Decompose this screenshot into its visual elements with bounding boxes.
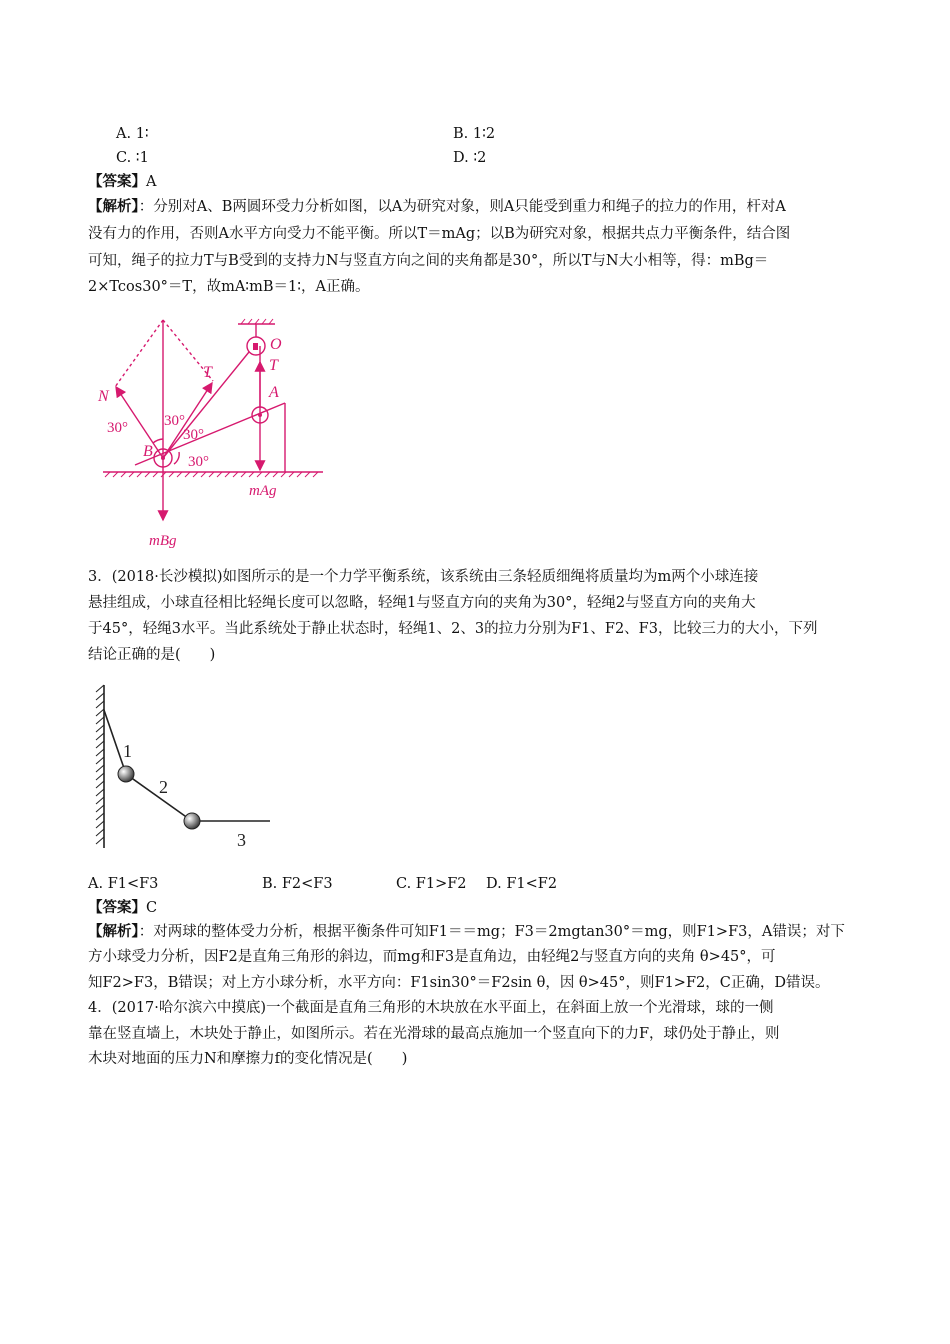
question-3-stem: 悬挂组成，小球直径相比轻绳长度可以忽略，轻绳1与竖直方向的夹角为30°，轻绳2与竖直方向的夹角大 [88, 595, 756, 611]
option-d: D. ∶2 [453, 150, 487, 166]
label-angle: 30° [183, 427, 204, 443]
answer-value: C [146, 900, 158, 916]
label-t1: T [203, 364, 212, 381]
label-n: N [98, 388, 109, 405]
analysis-line [88, 922, 845, 942]
option-d: D. F1<F2 [486, 876, 558, 892]
rope-system-diagram [92, 680, 282, 855]
label-b: B [143, 443, 153, 460]
force-diagram [95, 315, 335, 555]
analysis-text: 方小球受力分析，因F2是直角三角形的斜边，而mg和F3是直角边，由轻绳2与竖直方向的夹角 θ>45°，可 [88, 949, 776, 965]
analysis-text: 2×Tcos30°＝T，故mA∶mB＝1∶，A正确。 [88, 279, 370, 295]
question-3-stem: 结论正确的是( ) [88, 647, 216, 663]
label-mbg: mBg [149, 533, 177, 549]
analysis-label: 【解析】 [88, 198, 139, 215]
analysis-text: 没有力的作用，否则A水平方向受力不能平衡。所以T＝mAg；以B为研究对象，根据共点力平衡条件，结合图 [88, 226, 791, 242]
question-3-stem: 于45°，轻绳3水平。当此系统处于静止状态时，轻绳1、2、3的拉力分别为F1、F2、F3，比较三力的大小，下列 [88, 621, 818, 637]
analysis-line [88, 197, 786, 217]
question-4-stem: 4．(2017·哈尔滨六中摸底)一个截面是直角三角形的木块放在水平面上，在斜面上放一个光滑球，球的一侧 [88, 1000, 774, 1016]
answer-label: 【答案】 [88, 899, 146, 916]
analysis-text: ：对两球的整体受力分析，根据平衡条件可知F1＝＝mg；F3＝2mgtan30°＝mg，则F1>F3，A错误；对下 [138, 924, 845, 940]
label-t2: T [269, 357, 278, 374]
question-3-stem: 3．(2018·长沙模拟)如图所示的是一个力学平衡系统，该系统由三条轻质细绳将质量均为m两个小球连接 [88, 569, 759, 585]
label-a: A [269, 384, 279, 401]
question-4-stem: 木块对地面的压力N和摩擦力f的变化情况是( ) [88, 1051, 408, 1067]
answer-value: A [146, 174, 157, 190]
rope-label-2: 2 [159, 777, 168, 797]
analysis-text: 知F2>F3，B错误；对上方小球分析，水平方向：F1sin30°＝F2sin θ，因 θ>45°，则F1>F2，C正确，D错误。 [88, 975, 830, 991]
rope-label-3: 3 [237, 830, 246, 850]
answer-label: 【答案】 [88, 173, 146, 190]
label-angle: 30° [164, 413, 185, 429]
option-a: A. F1<F3 [88, 876, 159, 892]
label-o: O [270, 336, 282, 353]
question-4-stem: 靠在竖直墙上，木块处于静止，如图所示。若在光滑球的最高点施加一个竖直向下的力F，球仍处于静止，则 [88, 1026, 780, 1042]
option-c: C. F1>F2 [396, 876, 467, 892]
analysis-label: 【解析】 [88, 923, 139, 940]
answer-line [88, 172, 156, 192]
option-b: B. F2<F3 [262, 876, 333, 892]
label-angle: 30° [107, 420, 128, 436]
analysis-text: ：分别对A、B两圆环受力分析如图，以A为研究对象，则A只能受到重力和绳子的拉力的作用，杆对A [138, 199, 786, 215]
option-a: A. 1∶ [116, 126, 149, 142]
label-angle: 30° [188, 454, 209, 470]
option-c: C. ∶1 [116, 150, 149, 166]
rope-label-1: 1 [123, 741, 132, 761]
label-mag: mAg [249, 483, 277, 499]
analysis-text: 可知，绳子的拉力T与B受到的支持力N与竖直方向之间的夹角都是30°，所以T与N大小相等，得：mBg＝ [88, 253, 769, 269]
option-b: B. 1∶2 [453, 126, 496, 142]
answer-line [88, 898, 157, 918]
